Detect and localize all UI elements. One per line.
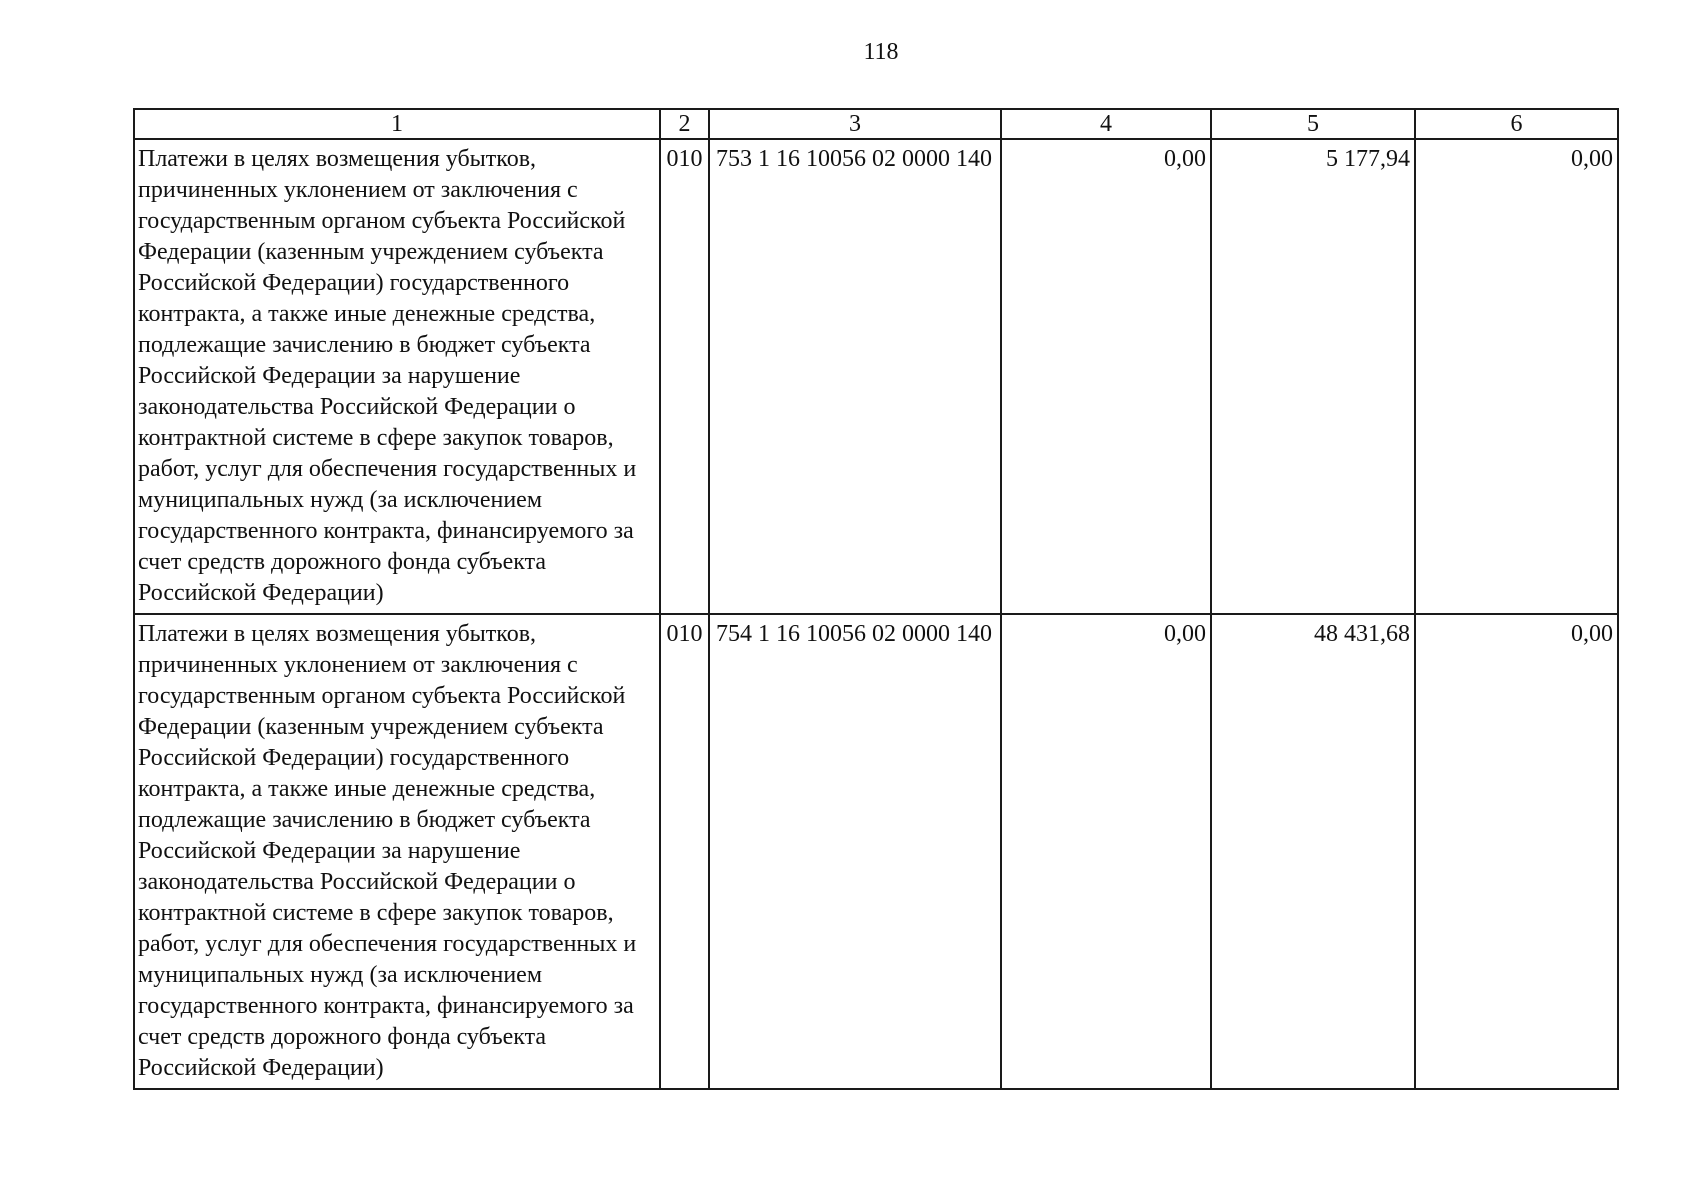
- column-number-6: 6: [1415, 109, 1618, 139]
- row-budget-code: 754 1 16 10056 02 0000 140: [709, 614, 1001, 1089]
- column-number-4: 4: [1001, 109, 1211, 139]
- table-row: [134, 614, 1618, 1089]
- row-budget-code: 753 1 16 10056 02 0000 140: [709, 139, 1001, 614]
- column-number-3: 3: [709, 109, 1001, 139]
- row-value-col5: 5 177,94: [1211, 139, 1415, 614]
- page-number: 118: [863, 39, 899, 65]
- row-value-col6: 0,00: [1415, 139, 1618, 614]
- row-admin-code: 010: [660, 614, 709, 1089]
- table-row: [134, 139, 1618, 614]
- row-description: Платежи в целях возмещения убытков, причиненных уклонением от заключения с государственным органом субъекта Российской Федерации (казенным учреждением субъекта Российской Федерации) государственного контракта, а также иные денежные средства, подлежащие зачислению в бюджет субъекта Российской Федерации за нарушение законодательства Российской Федерации о контрактной системе в сфере закупок товаров, работ, услуг для обеспечения государственных и муниципальных нужд (за исключением государственного контракта, финансируемого за счет средств дорожного фонда субъекта Российской Федерации): [134, 614, 660, 1089]
- column-number-5: 5: [1211, 109, 1415, 139]
- row-admin-code: 010: [660, 139, 709, 614]
- row-value-col4: 0,00: [1001, 139, 1211, 614]
- row-value-col4: 0,00: [1001, 614, 1211, 1089]
- column-number-1: 1: [134, 109, 660, 139]
- budget-revenue-table: [133, 108, 1619, 1090]
- row-description: Платежи в целях возмещения убытков, причиненных уклонением от заключения с государственным органом субъекта Российской Федерации (казенным учреждением субъекта Российской Федерации) государственного контракта, а также иные денежные средства, подлежащие зачислению в бюджет субъекта Российской Федерации за нарушение законодательства Российской Федерации о контрактной системе в сфере закупок товаров, работ, услуг для обеспечения государственных и муниципальных нужд (за исключением государственного контракта, финансируемого за счет средств дорожного фонда субъекта Российской Федерации): [134, 139, 660, 614]
- row-value-col6: 0,00: [1415, 614, 1618, 1089]
- row-value-col5: 48 431,68: [1211, 614, 1415, 1089]
- column-number-row: [134, 109, 1618, 139]
- column-number-2: 2: [660, 109, 709, 139]
